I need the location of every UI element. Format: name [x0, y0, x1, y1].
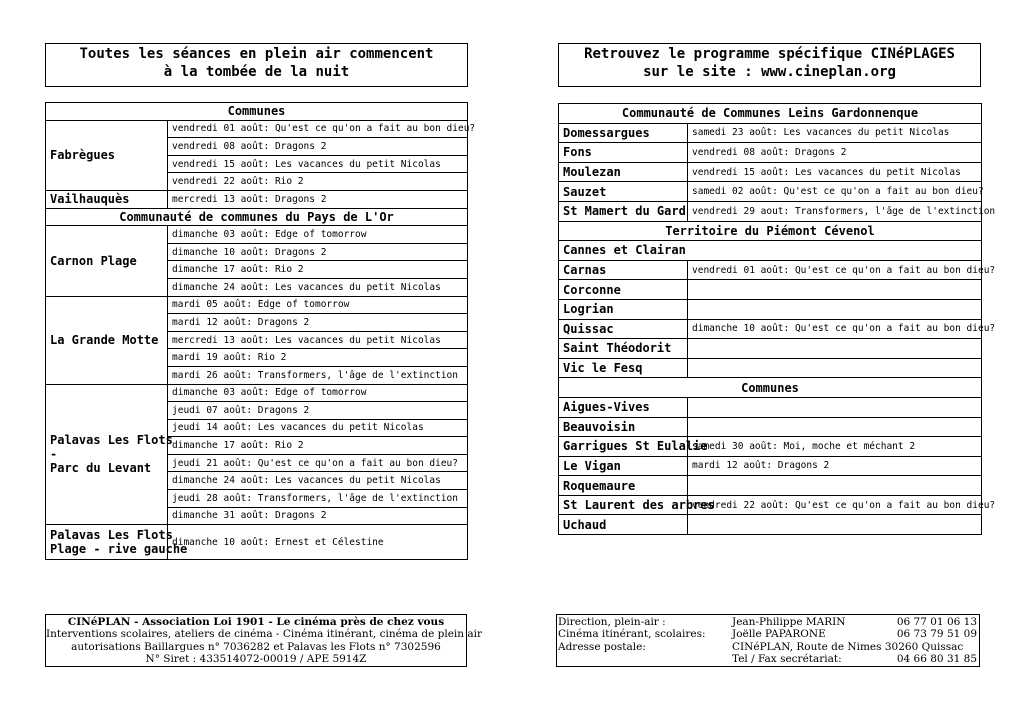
commune-name: Fabrègues	[46, 120, 168, 190]
screening-entry: jeudi 28 août: Transformers, l'âge de l'extinction	[168, 490, 468, 508]
commune-row	[559, 515, 982, 535]
commune-row	[559, 397, 982, 417]
contact-row	[557, 653, 979, 665]
commune-row	[559, 143, 982, 163]
screening-entry: dimanche 24 août: Les vacances du petit Nicolas	[168, 472, 468, 490]
commune-name-line: -	[50, 447, 58, 462]
contact-phone: 06 73 79 51 09	[896, 628, 977, 641]
left-schedule-table	[45, 102, 476, 560]
commune-row	[559, 495, 982, 515]
commune-row	[559, 299, 982, 319]
left-title-box	[45, 43, 468, 87]
section-header-row	[559, 221, 982, 241]
screening-entry: vendredi 22 août: Rio 2	[168, 173, 468, 191]
screening-entry: mardi 12 août: Dragons 2	[688, 456, 982, 476]
screening-entry: dimanche 31 août: Dragons 2	[168, 507, 468, 525]
screening-entry: jeudi 14 août: Les vacances du petit Nicolas	[168, 419, 468, 437]
screening-entry: vendredi 08 août: Dragons 2	[168, 138, 468, 156]
screening-entry: samedi 30 août: Moi, moche et méchant 2	[688, 437, 982, 457]
screening-entry: dimanche 10 août: Qu'est ce qu'on a fait au bon dieu?	[688, 319, 982, 339]
commune-name-line: Palavas Les Flots	[50, 528, 173, 543]
screening-entry: mardi 05 août: Edge of tomorrow	[168, 296, 468, 314]
screening-entry: vendredi 15 août: Les vacances du petit Nicolas	[688, 162, 982, 182]
commune-name: Aigues-Vives	[559, 397, 688, 417]
right-title-line-1: Retrouvez le programme spécifique CINéPLAGES	[584, 46, 955, 62]
section-header: Communauté de communes du Pays de L'Or	[46, 208, 468, 226]
contact-footer	[556, 614, 980, 667]
contact-name: Jean-Philippe MARIN	[732, 616, 846, 628]
commune-row	[559, 162, 982, 182]
screening-entry: dimanche 03 août: Edge of tomorrow	[168, 384, 468, 402]
commune-name: Corconne	[559, 280, 688, 300]
screening-entry: vendredi 08 août: Dragons 2	[688, 143, 982, 163]
commune-name	[46, 384, 173, 525]
contact-address: CINéPLAN, Route de Nimes 30260 Quissac	[732, 640, 964, 653]
commune-row	[559, 123, 982, 143]
commune-name: Moulezan	[559, 162, 688, 182]
screening-entry: mardi 26 août: Transformers, l'âge de l'extinction	[168, 366, 468, 384]
contact-phone: 06 77 01 06 13	[896, 616, 977, 628]
commune-name-line: Palavas Les Flots	[50, 433, 173, 448]
commune-name: Carnon Plage	[46, 226, 168, 296]
screening-entry	[688, 515, 982, 535]
screening-entry: mardi 19 août: Rio 2	[168, 349, 468, 367]
commune-name: St Mamert du Gard	[559, 201, 688, 221]
right-schedule-table	[558, 103, 996, 535]
screening-row	[46, 525, 468, 560]
section-header-row	[559, 104, 982, 124]
section-header: Communauté de Communes Leins Gardonnenque	[559, 104, 982, 124]
screening-entry: vendredi 01 août: Qu'est ce qu'on a fait au bon dieu?	[688, 260, 982, 280]
screening-entry	[688, 358, 982, 378]
screening-entry: dimanche 17 août: Rio 2	[168, 437, 468, 455]
association-name: CINéPLAN - Association Loi 1901 - Le cinéma près de chez vous	[67, 616, 445, 628]
screening-entry: dimanche 17 août: Rio 2	[168, 261, 468, 279]
screening-entry	[688, 397, 982, 417]
contact-row	[557, 628, 979, 640]
commune-row	[559, 417, 982, 437]
association-activities: Interventions scolaires, ateliers de cinéma - Cinéma itinérant, cinéma de plein air	[46, 628, 483, 641]
commune-row	[559, 201, 982, 221]
commune-row	[559, 241, 982, 261]
commune-name-line: Parc du Levant	[50, 461, 152, 476]
contact-row	[557, 641, 979, 653]
commune-row	[559, 476, 982, 496]
commune-name: Uchaud	[559, 515, 688, 535]
section-header-row	[46, 208, 468, 226]
commune-row	[559, 437, 982, 457]
left-title-line-2: à la tombée de la nuit	[163, 64, 350, 80]
screening-entry: mercredi 13 août: Dragons 2	[168, 190, 468, 208]
screening-entry	[688, 280, 982, 300]
commune-name: Logrian	[559, 299, 688, 319]
screening-entry: vendredi 15 août: Les vacances du petit Nicolas	[168, 155, 468, 173]
screening-entry: mardi 12 août: Dragons 2	[168, 314, 468, 332]
association-authorisations: autorisations Baillargues n° 7036282 et Palavas les Flots n° 7302596	[71, 640, 441, 653]
association-footer	[45, 614, 483, 667]
commune-name	[46, 525, 188, 560]
commune-name: Le Vigan	[559, 456, 688, 476]
commune-row	[559, 456, 982, 476]
screening-entry: vendredi 01 août: Qu'est ce qu'on a fait au bon dieu?	[168, 120, 468, 138]
commune-name: La Grande Motte	[46, 296, 168, 384]
association-siret: N° Siret : 433514072-00019 / APE 5914Z	[145, 653, 367, 666]
left-title-line-1: Toutes les séances en plein air commencent	[79, 46, 434, 62]
right-title-line-2: sur le site : www.cineplan.org	[643, 64, 896, 80]
section-header: Communes	[559, 378, 982, 398]
commune-name: Fons	[559, 143, 688, 163]
commune-name: Sauzet	[559, 182, 688, 202]
screening-entry	[688, 339, 982, 359]
commune-row	[559, 319, 982, 339]
section-header: Communes	[46, 103, 468, 121]
screening-entry: mercredi 13 août: Les vacances du petit Nicolas	[168, 331, 468, 349]
commune-name: Domessargues	[559, 123, 688, 143]
screening-row	[46, 384, 468, 402]
screening-entry	[688, 417, 982, 437]
contact-row	[557, 616, 979, 628]
commune-name-line: Plage - rive gauche	[50, 542, 188, 557]
contact-label: Cinéma itinérant, scolaires:	[558, 628, 706, 641]
screening-entry: dimanche 10 août: Ernest et Célestine	[168, 525, 468, 560]
commune-name: Carnas	[559, 260, 688, 280]
screening-entry: dimanche 24 août: Les vacances du petit Nicolas	[168, 278, 468, 296]
commune-name: Vailhauquès	[46, 190, 168, 208]
screening-entry: vendredi 29 aout: Transformers, l'âge de l'extinction	[688, 201, 982, 221]
screening-entry	[688, 299, 982, 319]
screening-entry: vendredi 22 août: Qu'est ce qu'on a fait au bon dieu?	[688, 495, 982, 515]
section-header: Territoire du Piémont Cévenol	[559, 221, 982, 241]
screening-entry: jeudi 07 août: Dragons 2	[168, 402, 468, 420]
contact-phone: 04 66 80 31 85	[896, 653, 977, 666]
contact-label: Adresse postale:	[558, 640, 646, 653]
screening-entry	[688, 476, 982, 496]
screening-row	[46, 226, 468, 244]
commune-row	[559, 358, 982, 378]
section-header-row	[46, 103, 468, 121]
contact-label: Direction, plein-air :	[558, 616, 666, 628]
commune-name: St Laurent des arbres	[559, 495, 688, 515]
section-header-row	[559, 378, 982, 398]
commune-name: Roquemaure	[559, 476, 688, 496]
commune-name: Garrigues St Eulalie	[559, 437, 688, 457]
commune-name: Saint Théodorit	[559, 339, 688, 359]
screening-row	[46, 190, 468, 208]
screening-entry: jeudi 21 août: Qu'est ce qu'on a fait au bon dieu?	[168, 454, 468, 472]
contact-name: Joëlle PAPARONE	[732, 628, 826, 641]
screening-entry: dimanche 10 août: Dragons 2	[168, 243, 468, 261]
commune-name: Beauvoisin	[559, 417, 688, 437]
commune-row	[559, 182, 982, 202]
screening-entry: dimanche 03 août: Edge of tomorrow	[168, 226, 468, 244]
screening-row	[46, 120, 468, 138]
screening-entry: samedi 02 août: Qu'est ce qu'on a fait au bon dieu?	[688, 182, 982, 202]
commune-row	[559, 260, 982, 280]
commune-name: Vic le Fesq	[559, 358, 688, 378]
commune-row	[559, 339, 982, 359]
screening-entry: samedi 23 août: Les vacances du petit Nicolas	[688, 123, 982, 143]
commune-name: Cannes et Clairan	[559, 241, 982, 261]
commune-row	[559, 280, 982, 300]
contact-secretariat-label: Tel / Fax secrétariat:	[732, 653, 842, 666]
commune-name: Quissac	[559, 319, 688, 339]
right-title-box	[558, 43, 981, 87]
screening-row	[46, 296, 468, 314]
